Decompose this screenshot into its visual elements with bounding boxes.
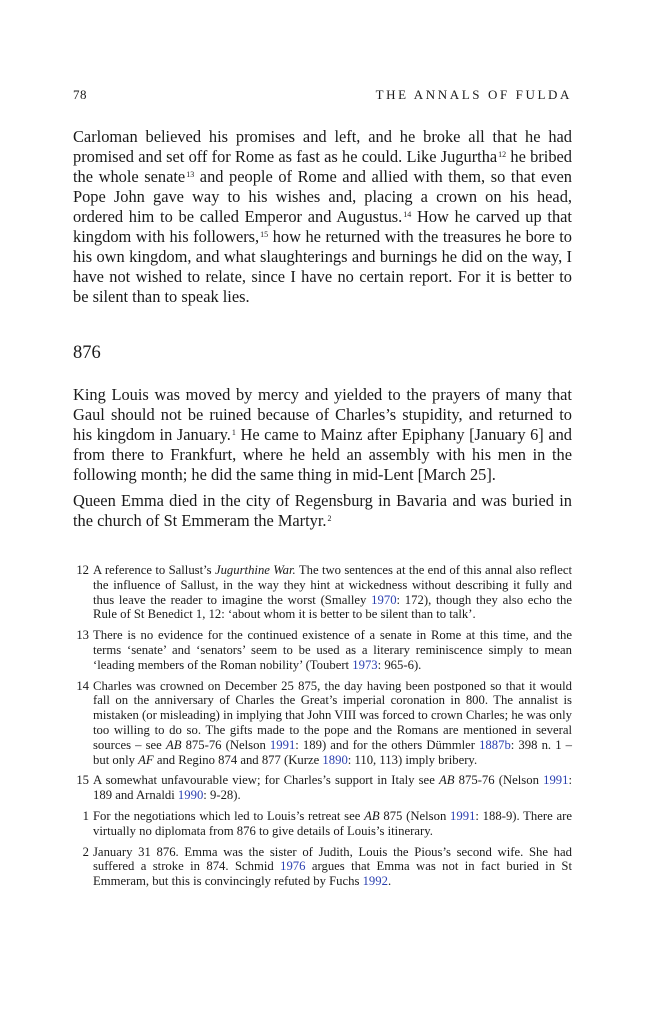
citation-link[interactable]: 1890	[322, 752, 348, 767]
footnote: 14 Charles was crowned on December 25 875, the day having been postponed so that it would fall on the anniversary of Charles the Great’s imperial coronation in 800. The annalist is mistaken (or misleading) in implying that John VIII was forced to crown Charles; he was only too willing to do so. The gifts made to the pope and the Romans are mentioned in several sources – see AB 875-76 (Nelson 1991: 189) and for the others Dümmler 1887b: 398 n. 1 – but only AF and Regino 874 and 877 (Kurze 1890: 110, 113) imply bribery.	[73, 679, 572, 768]
footnote: 12 A reference to Sallust’s Jugurthine War. The two sentences at the end of this annal also reflect the influence of Sallust, in the way they hint at wickedness without describing it fully and thus leave the reader to imagine the worst (Smalley 1970: 172), though they also echo the Rule of St Benedict 1, 12: ‘about whom it is better to be silent than to talk’.	[73, 563, 572, 622]
footnote: 15 A somewhat unfavourable view; for Charles’s support in Italy see AB 875-76 (Nelson 1991: 189 and Arnaldi 1990: 9-28).	[73, 773, 572, 803]
footnote: 2 January 31 876. Emma was the sister of Judith, Louis the Pious’s second wife. She had suffered a stroke in 874. Schmid 1976 argues that Emma was not in fact buried in St Emmeram, but this is convincingly refuted by Fuchs 1992.	[73, 845, 572, 889]
footnote-ref[interactable]: 15	[260, 230, 269, 239]
citation-link[interactable]: 1992	[362, 874, 388, 889]
citation-link[interactable]: 1991	[269, 737, 296, 752]
footnote-number: 15	[76, 773, 89, 788]
footnote-number: 1	[82, 808, 89, 823]
citation-link[interactable]: 1887b	[479, 737, 511, 752]
running-title: THE ANNALS OF FULDA	[375, 87, 572, 102]
footnote: 1 For the negotiations which led to Louis’s retreat see AB 875 (Nelson 1991: 188-9). There are virtually no diplomata from 876 to give details of Louis’s itinerary.	[73, 809, 572, 839]
citation-link[interactable]: 1991	[450, 808, 476, 823]
paragraph: Queen Emma died in the city of Regensburg in Bavaria and was buried in the church of St Emmeram the Martyr.$^2$	[73, 491, 572, 530]
footnote-ref[interactable]: 13	[186, 170, 195, 179]
footnote-ref[interactable]: 1	[231, 428, 236, 437]
footnote-ref[interactable]: 2	[327, 514, 332, 523]
paragraph: King Louis was moved by mercy and yielded to the prayers of many that Gaul should not be ruined because of Charles’s stupidity, and returned to his kingdom in January.$^1$ He came to Mainz after Epiphany [January 6] and from there to Frankfurt, where he held an assembly with his men in the following month; he did the same thing in mid-Lent [March 25].	[73, 385, 572, 484]
page-number: 78	[73, 87, 87, 102]
citation-link[interactable]: 1990	[177, 788, 204, 803]
running-head	[73, 87, 572, 105]
footnote-number: 14	[76, 678, 89, 693]
citation-link[interactable]: 1973	[352, 657, 378, 672]
footnotes	[73, 563, 572, 895]
footnote-ref[interactable]: 14	[403, 210, 412, 219]
paragraph: Carloman believed his promises and left, and he broke all that he had promised and set off for Rome as fast as he could. Like Jugurtha$^{12}$ he bribed the whole senate$^{13}$ and people of Rome and allied with them, so that even Pope John gave way to his wishes and, placing a crown on his head, ordered him to be called Emperor and Augustus.$^{14}$ How he carved up that kingdom with his followers,$^{15}$ how he returned with the treasures he bore to his own kingdom, and what slaughterings and burnings he did on the way, I have not wished to relate, since I have no certain report. For it is better to be silent than to speak lies.	[73, 127, 573, 306]
footnote-number: 12	[76, 563, 89, 577]
year-heading: 876	[73, 343, 101, 363]
citation-link[interactable]: 1970	[371, 592, 397, 607]
footnote: 13 There is no evidence for the continued existence of a senate in Rome at this time, and the terms ‘senate’ and ‘senators’ seem to be used as a literary reminiscence simply to mean ‘leading members of the Roman nobility’ (Toubert 1973: 965-6).	[73, 628, 572, 672]
main-text	[73, 127, 572, 531]
footnote-number: 13	[76, 628, 89, 643]
citation-link[interactable]: 1976	[280, 859, 306, 874]
citation-link[interactable]: 1991	[543, 773, 569, 788]
footnote-number: 2	[82, 844, 89, 859]
footnote-ref[interactable]: 12	[498, 150, 507, 159]
